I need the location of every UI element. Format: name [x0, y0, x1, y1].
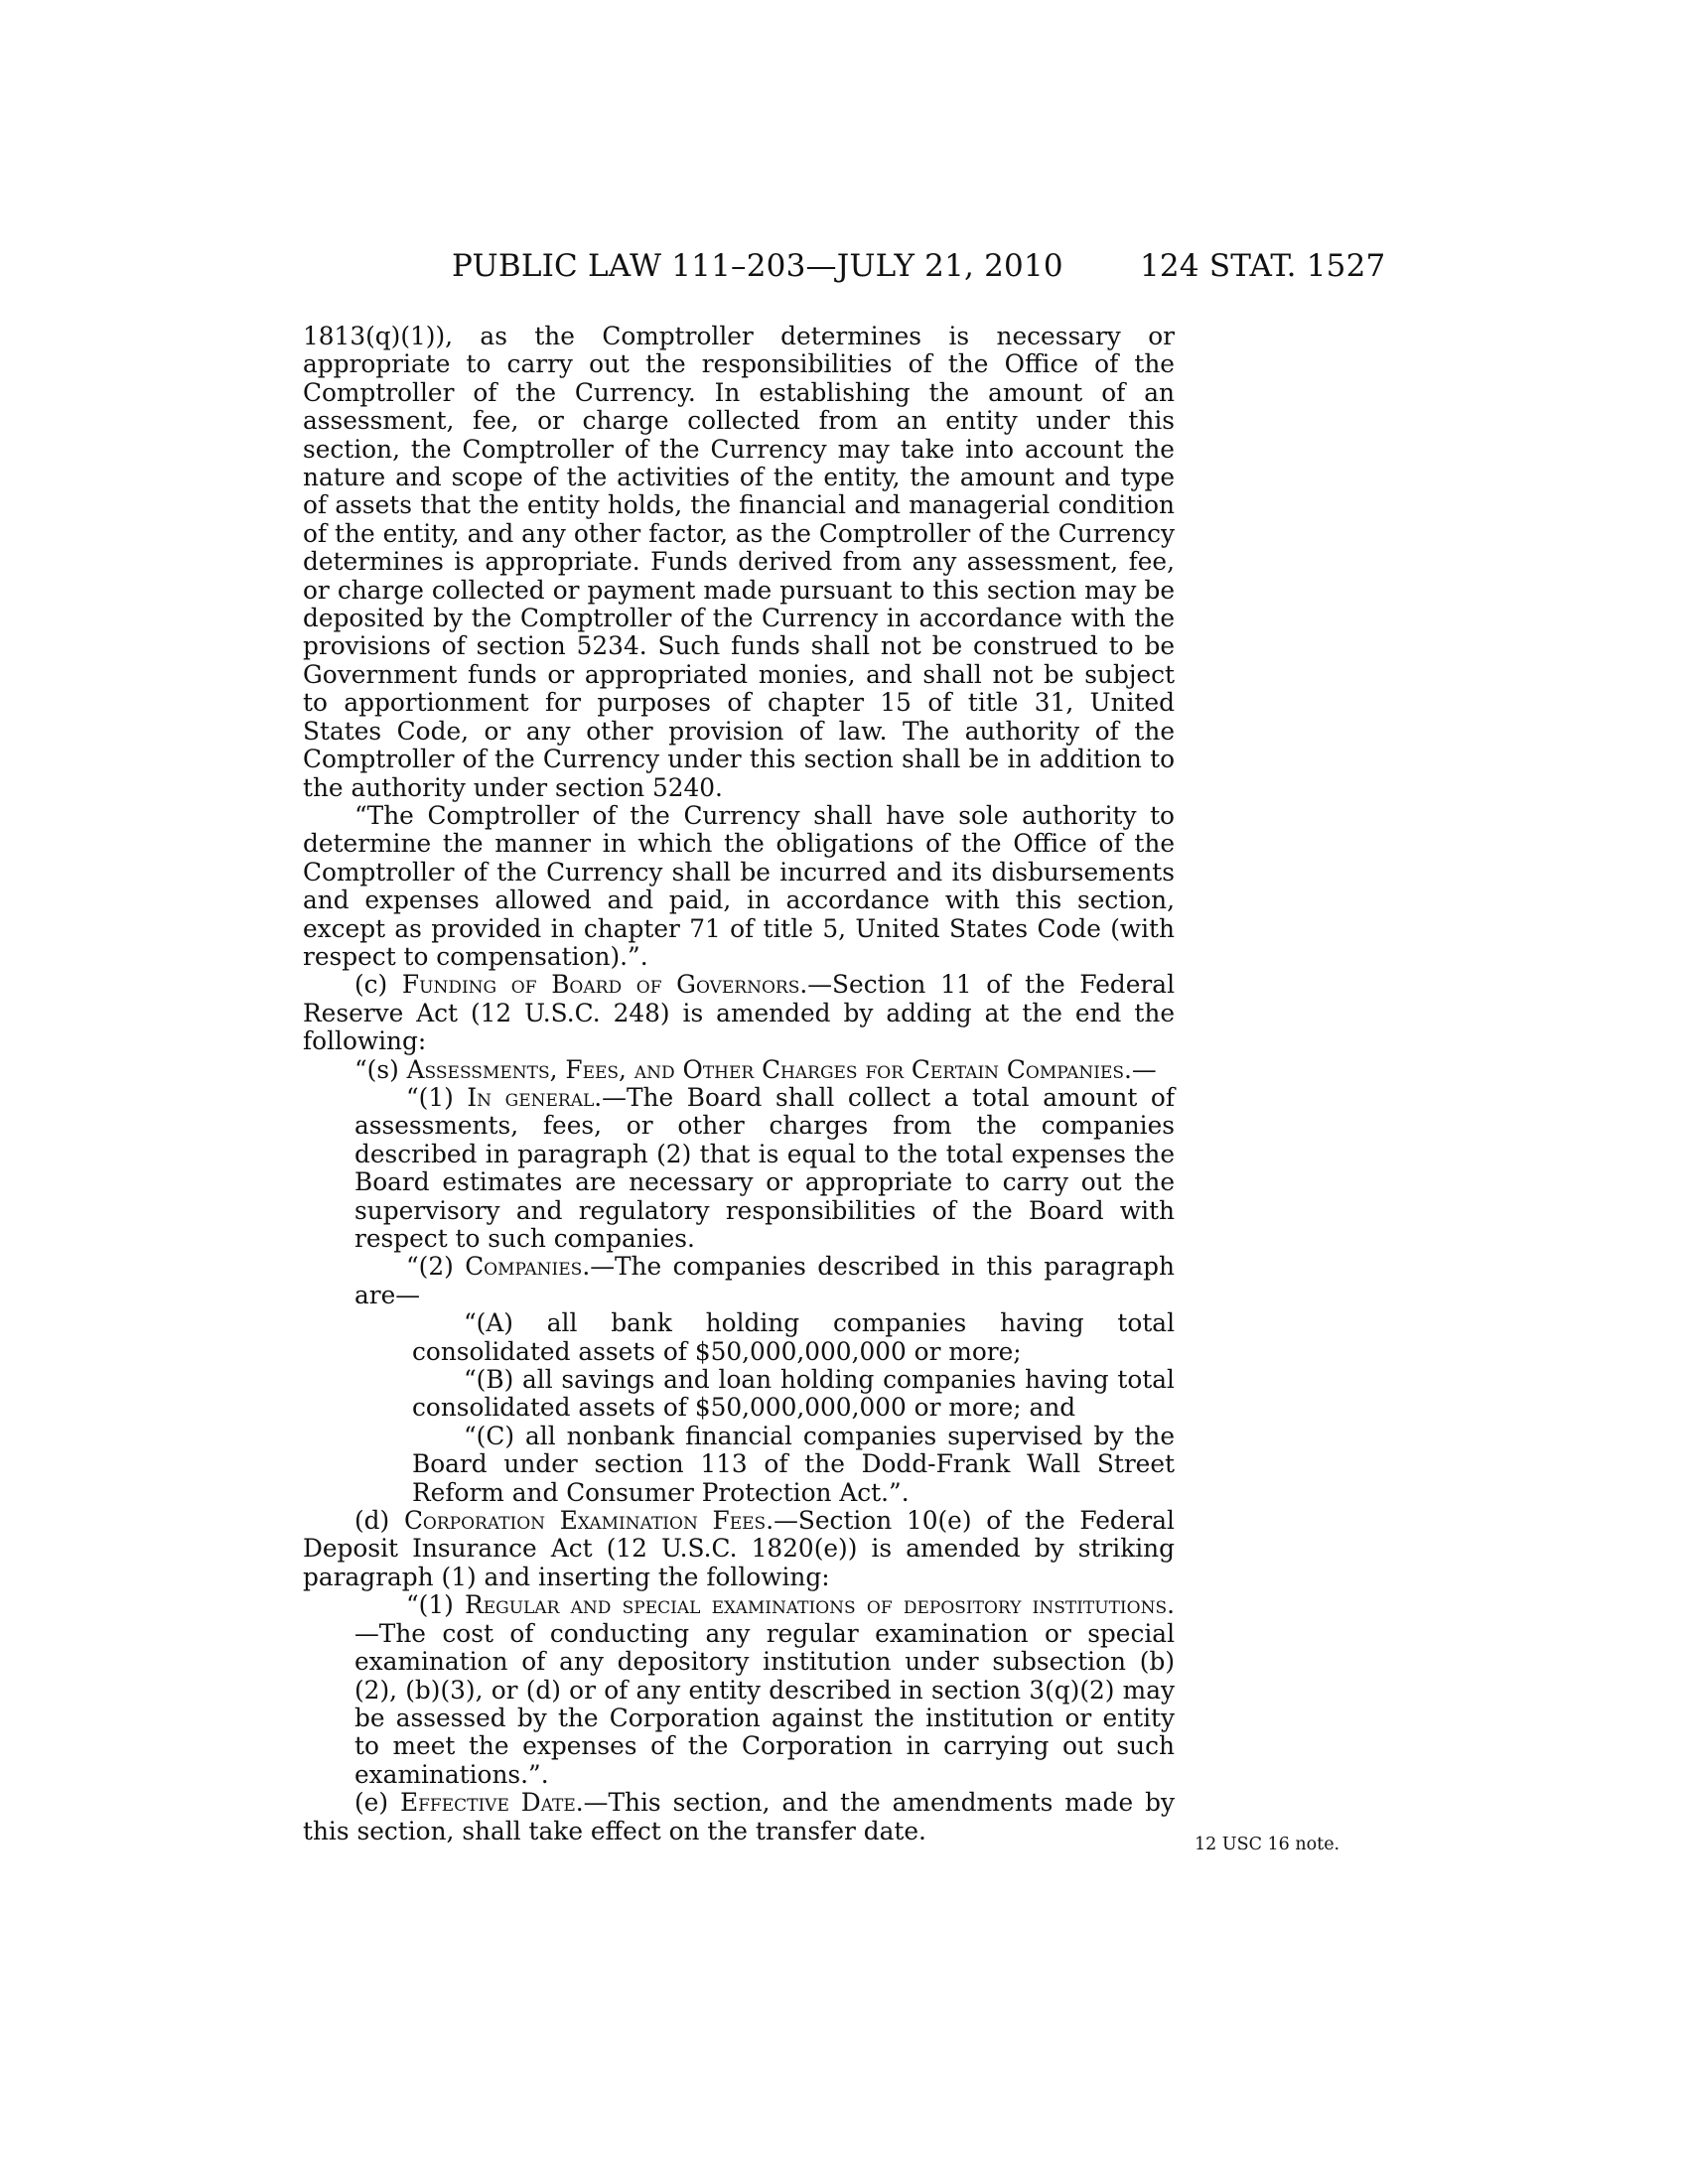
subsection-d-prefix: (d)	[354, 1506, 404, 1536]
paragraph-s1-text: —The Board shall collect a total amount of assessments, fees, or other charges from the companies described in paragraph (2) that is equal to the total expenses the Board estimates are necessary or appropriate to carry out the supervisory and regulatory responsibilities of the Board with respect to such companies.	[354, 1082, 1176, 1253]
subsection-s-heading: Assessments, Fees, and Other Charges for Certain Companies.	[406, 1054, 1132, 1084]
subsection-e-text: —This section, and the amendments made by this section, shall take effect on the transfer date.	[303, 1788, 1176, 1845]
subsection-e-heading: Effective Date.	[400, 1788, 584, 1818]
subparagraph-c: “(C) all nonbank financial companies supervised by the Board under section 113 of the Dodd-Frank Wall Street Reform and Consumer Protection Act.”.	[412, 1421, 1175, 1507]
paragraph-s2-text: —The companies described in this paragraph are—	[354, 1252, 1175, 1309]
paragraph-s1-heading: In general.	[467, 1082, 603, 1112]
subsection-d-heading: Corporation Examination Fees.	[403, 1506, 774, 1536]
paragraph-d1-text: —The cost of conducting any regular examination or special examination of any depository institution under subsection (b)(2), (b)(3), or (d) or of any entity described in section 3(q)(2) may be assessed by the Corporation against the institution or entity to meet the expenses of the Corporation in carrying out such examinations.”.	[354, 1618, 1175, 1789]
paragraph-s1-prefix: “(1)	[406, 1082, 468, 1112]
subsection-c	[303, 971, 1175, 1055]
subsection-d-text: —Section 10(e) of the Federal Deposit Insurance Act (12 U.S.C. 1820(e)) is amended by striking paragraph (1) and inserting the following:	[303, 1506, 1175, 1591]
subparagraph-a: “(A) all bank holding companies having total consolidated assets of $50,000,000,000 or more;	[412, 1308, 1175, 1366]
margin-note-usc: 12 USC 16 note.	[1195, 1835, 1340, 1854]
paragraph-s2	[303, 1253, 1175, 1309]
subsection-e	[303, 1789, 1175, 1845]
paragraph-sole-authority: “The Comptroller of the Currency shall have sole authority to determine the manner in which the obligations of the Office of the Comptroller of the Currency shall be incurred and its disbursements and expenses allowed and paid, in accordance with this section, except as provided in chapter 71 of title 5, United States Code (with respect to compensation).”.	[303, 800, 1175, 971]
subsection-s	[303, 1056, 1175, 1084]
paragraph-d1-prefix: “(1)	[406, 1590, 466, 1620]
paragraph-d1-heading: Regular and special examinations of depository institutions.	[465, 1590, 1175, 1620]
paragraph-s2-heading: Companies.	[465, 1252, 591, 1282]
paragraph-continuation: 1813(q)(1)), as the Comptroller determines is necessary or appropriate to carry out the responsibilities of the Office of the Comptroller of the Currency. In establishing the amount of an assessment, fee, or charge collected from an entity under this section, the Comptroller of the Currency may take into account the nature and scope of the activities of the entity, the amount and type of assets that the entity holds, the financial and managerial condition of the entity, and any other factor, as the Comptroller of the Currency determines is appropriate. Funds derived from any assessment, fee, or charge collected or payment made pursuant to this section may be deposited by the Comptroller of the Currency in accordance with the provisions of section 5234. Such funds shall not be construed to be Government funds or appropriated monies, and shall not be subject to apportionment for purposes of chapter 15 of title 31, United States Code, or any other provision of law. The authority of the Comptroller of the Currency under this section shall be in addition to the authority under section 5240.	[303, 322, 1175, 802]
running-header-title: PUBLIC LAW 111–203—JULY 21, 2010	[452, 248, 1063, 284]
page-stat-citation: 124 STAT. 1527	[1140, 248, 1386, 284]
subsection-e-prefix: (e)	[354, 1788, 400, 1818]
subsection-c-heading: Funding of Board of Governors.	[401, 970, 808, 1000]
statute-body	[303, 323, 1175, 1845]
paragraph-s1	[303, 1084, 1175, 1253]
paragraph-d1	[303, 1591, 1175, 1789]
subsection-c-text: —Section 11 of the Federal Reserve Act (12 U.S.C. 248) is amended by adding at the end the following:	[303, 970, 1176, 1056]
subsection-c-prefix: (c)	[354, 970, 402, 1000]
subsection-s-dash: —	[1131, 1054, 1157, 1084]
paragraph-s2-prefix: “(2)	[406, 1252, 466, 1282]
subparagraph-b: “(B) all savings and loan holding companies having total consolidated assets of $50,000,000,000 or more; and	[412, 1365, 1175, 1423]
subsection-d	[303, 1507, 1175, 1591]
subsection-s-prefix: “(s)	[354, 1054, 407, 1084]
